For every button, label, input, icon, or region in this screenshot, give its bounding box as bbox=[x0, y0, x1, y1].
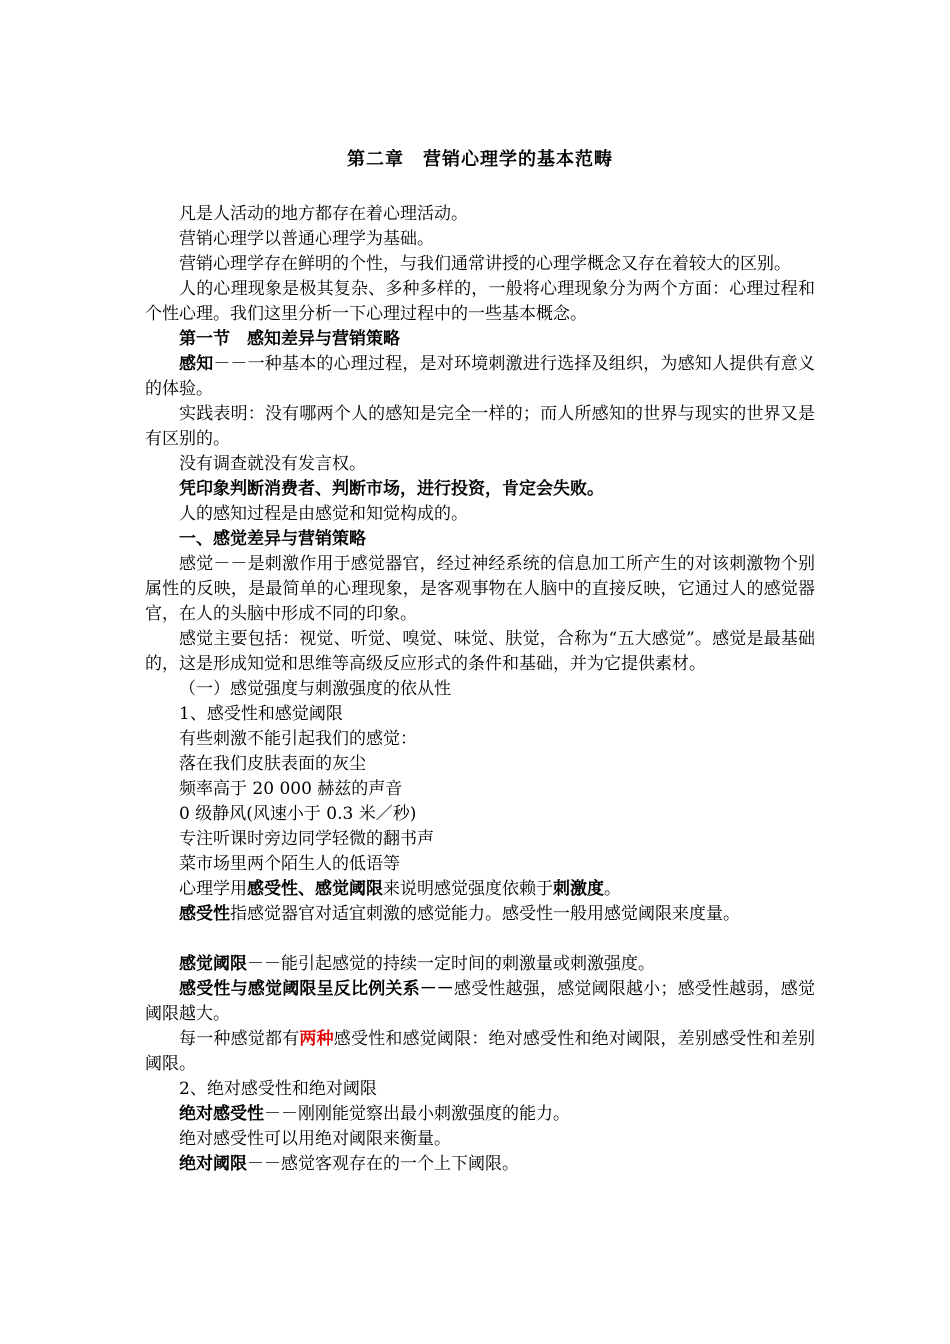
term: 绝对感受性 bbox=[179, 1104, 264, 1124]
paragraph: （一）感觉强度与刺激强度的依从性 bbox=[179, 679, 451, 699]
paragraph: 实践表明：没有哪两个人的感知是完全一样的；而人所感知的世界与现实的世界又是有区别的。 bbox=[145, 404, 815, 449]
paragraph: 没有调查就没有发言权。 bbox=[179, 454, 366, 474]
text-run: 每一种感觉都有 bbox=[179, 1029, 300, 1049]
definition-paragraph bbox=[145, 952, 815, 977]
definition: 感受性越强，感觉阈限越小；感受性越弱，感觉阈限越大。 bbox=[145, 979, 816, 1024]
paragraph: 绝对感受性可以用绝对阈限来衡量。 bbox=[179, 1129, 451, 1149]
paragraph: 感觉－－是刺激作用于感觉器官，经过神经系统的信息加工所产生的对该刺激物个别属性的反映，是最简单的心理现象，是客观事物在人脑中的直接反映，它通过人的感觉器官，在人的头脑中形成不同的印象。 bbox=[145, 554, 815, 624]
term: 刺激度 bbox=[553, 879, 604, 899]
text-run: 心理学用 bbox=[179, 879, 247, 899]
text-run: 来说明感觉强度依赖于 bbox=[383, 879, 553, 899]
paragraph: 2、绝对感受性和绝对阈限 bbox=[179, 1079, 377, 1099]
term: 感受性 bbox=[179, 904, 230, 924]
definition-paragraph bbox=[145, 1102, 815, 1127]
paragraph: 有些刺激不能引起我们的感觉： bbox=[179, 729, 417, 749]
definition: －－能引起感觉的持续一定时间的刺激量或刺激强度。 bbox=[247, 954, 655, 974]
list-item: 专注听课时旁边同学轻微的翻书声 bbox=[179, 829, 434, 849]
emphasis-paragraph: 凭印象判断消费者、判断市场，进行投资，肯定会失败。 bbox=[179, 479, 604, 499]
paragraph bbox=[145, 1027, 815, 1077]
document-page bbox=[145, 148, 815, 1177]
paragraph: 营销心理学存在鲜明的个性，与我们通常讲授的心理学概念又存在着较大的区别。 bbox=[179, 254, 791, 274]
paragraph bbox=[145, 877, 815, 902]
definition: －－刚刚能觉察出最小刺激强度的能力。 bbox=[264, 1104, 570, 1124]
list-item: 0 级静风(风速小于 0.3 米／秒) bbox=[179, 804, 417, 824]
blank-line bbox=[145, 927, 815, 952]
paragraph: 感觉主要包括：视觉、听觉、嗅觉、味觉、肤觉，合称为“五大感觉”。感觉是最基础的，这是形成知觉和思维等高级反应形式的条件和基础，并为它提供素材。 bbox=[145, 629, 815, 674]
subsection-heading: 一、感觉差异与营销策略 bbox=[179, 529, 366, 549]
text-run: 。 bbox=[604, 879, 621, 899]
paragraph: 人的感知过程是由感觉和知觉构成的。 bbox=[179, 504, 468, 524]
list-item: 菜市场里两个陌生人的低语等 bbox=[179, 854, 400, 874]
list-item: 频率高于 20 000 赫兹的声音 bbox=[179, 779, 403, 799]
term: 感受性与感觉阈限呈反比例关系－－ bbox=[179, 979, 454, 999]
term: 感知 bbox=[179, 354, 214, 374]
definition-paragraph bbox=[145, 977, 815, 1027]
definition-paragraph bbox=[145, 352, 815, 402]
definition: －－感觉客观存在的一个上下阈限。 bbox=[247, 1154, 519, 1174]
paragraph: 人的心理现象是极其复杂、多种多样的，一般将心理现象分为两个方面：心理过程和个性心理。我们这里分析一下心理过程中的一些基本概念。 bbox=[145, 279, 815, 324]
term: 感觉阈限 bbox=[179, 954, 247, 974]
highlight-red: 两种 bbox=[299, 1029, 334, 1049]
term: 感受性、感觉阈限 bbox=[247, 879, 383, 899]
text-run: 感受性和感觉阈限：绝对感受性和绝对阈限，差别感受性和差别阈限。 bbox=[145, 1029, 816, 1074]
term: 绝对阈限 bbox=[179, 1154, 247, 1174]
paragraph: 营销心理学以普通心理学为基础。 bbox=[179, 229, 434, 249]
section-heading: 第一节 感知差异与营销策略 bbox=[179, 329, 400, 349]
list-item: 落在我们皮肤表面的灰尘 bbox=[179, 754, 366, 774]
paragraph: 1、感受性和感觉阈限 bbox=[179, 704, 343, 724]
chapter-title: 第二章 营销心理学的基本范畴 bbox=[347, 149, 613, 170]
definition: 指感觉器官对适宜刺激的感觉能力。感受性一般用感觉阈限来度量。 bbox=[230, 904, 740, 924]
definition: －－一种基本的心理过程，是对环境刺激进行选择及组织，为感知人提供有意义的体验。 bbox=[145, 354, 816, 399]
paragraph: 凡是人活动的地方都存在着心理活动。 bbox=[179, 204, 468, 224]
definition-paragraph bbox=[145, 1152, 815, 1177]
definition-paragraph bbox=[145, 902, 815, 927]
